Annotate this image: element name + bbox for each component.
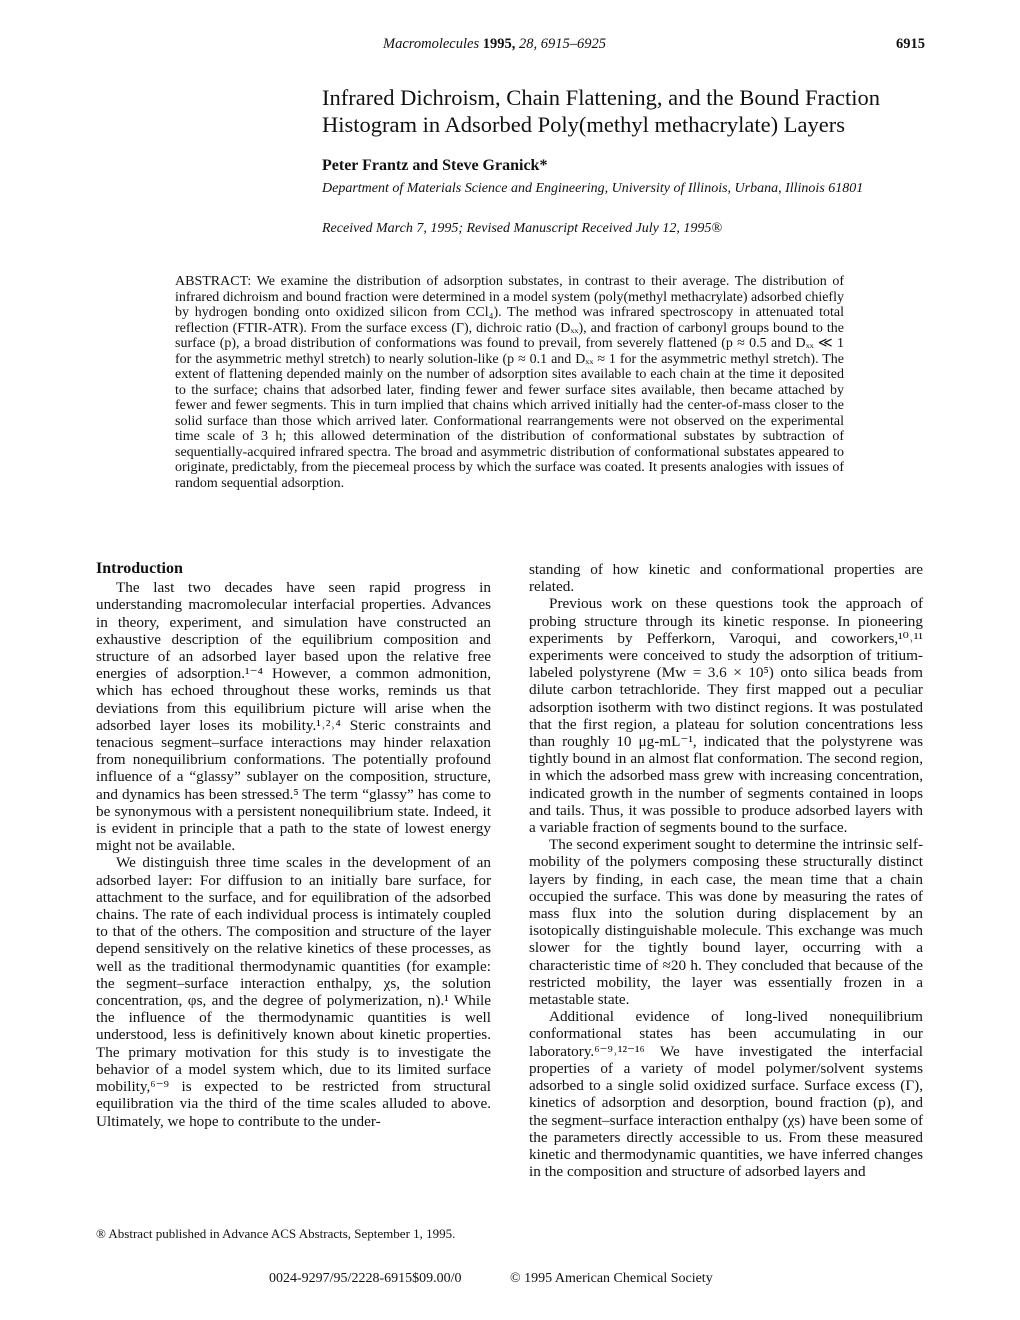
journal-year: 1995, bbox=[482, 36, 516, 52]
right-column bbox=[529, 561, 923, 1180]
article-title: Infrared Dichroism, Chain Flattening, and the Bound Fraction Histogram in Adsorbed Poly(methyl methacrylate) Layers bbox=[322, 85, 881, 137]
paragraph: We distinguish three time scales in the development of an adsorbed layer: For diffusion to an initially bare surface, for attachment to the surface, and for equilibration of the adsorbed chains. The rate of each individual process is intimately coupled to that of the others. The composition and structure of the layer depend sensitively on the relative kinetics of these processes, as well as the traditional thermodynamic quantities (for example: the segment–surface interaction enthalpy, χs, the solution concentration, φs, and the degree of polymerization, n).¹ While the influence of the thermodynamic quantities is well understood, less is definitively known about kinetic properties. The primary motivation for this study is to investigate the behavior of a model system which, due to its limited surface mobility,⁶⁻⁹ is expected to be restricted from structural equilibration via the third of the time scales alluded to above. Ultimately, we hope to contribute to the under- bbox=[96, 854, 491, 1130]
footnote: ® Abstract published in Advance ACS Abstracts, September 1, 1995. bbox=[96, 1226, 456, 1241]
paragraph: The second experiment sought to determine the intrinsic self-mobility of the polymers composing these structurally distinct layers by finding, in each case, the mean time that a chain occupied the surface. This was done by measuring the rates of mass flux into the solution during displacement by an isotopically distinguishable molecule. This exchange was much slower for the tightly bound layer, occurring with a characteristic time of ≈20 h. They concluded that because of the restricted mobility, the layer was essentially frozen in a metastable state. bbox=[529, 836, 923, 1009]
paragraph: standing of how kinetic and conformational properties are related. bbox=[529, 561, 923, 596]
paragraph: The last two decades have seen rapid progress in understanding macromolecular interfacial properties. Advances in theory, experiment, and simulation have constructed an exhaustive description of the equilibrium composition and structure of an adsorbed layer based upon the relative free energies of adsorption.¹⁻⁴ However, a common admonition, which has echoed throughout these works, reminds us that deviations from this equilibrium picture will arise when the adsorbed layer loses its mobility.¹˒²˒⁴ Steric constraints and tenacious segment–surface interactions may hinder relaxation from nonequilibrium conformations. The potentially profound influence of a “glassy” sublayer on the composition, structure, and dynamics has been stressed.⁵ The term “glassy” has come to be synonymous with a persistent nonequilibrium state. Indeed, it is evident in principle that a path to the state of lowest energy might not be available. bbox=[96, 579, 491, 855]
received-dates: Received March 7, 1995; Revised Manuscript Received July 12, 1995® bbox=[322, 221, 723, 236]
affiliation: Department of Materials Science and Engineering, University of Illinois, Urbana, Illinois 61801 bbox=[322, 181, 864, 196]
authors: Peter Frantz and Steve Granick* bbox=[322, 157, 548, 174]
journal-name: Macromolecules bbox=[383, 36, 480, 52]
running-head-citation bbox=[383, 36, 606, 53]
paragraph: Additional evidence of long-lived nonequilibrium conformational states has been accumulating in our laboratory.⁶⁻⁹˒¹²⁻¹⁶ We have investigated the interfacial properties of a variety of model polymer/solvent systems adsorbed to a single solid oxidized surface. Surface excess (Γ), kinetics of adsorption and desorption, bound fraction (p), and the segment–surface interaction enthalpy (χs) have been some of the parameters directly accessible to us. From these measured kinetic and thermodynamic quantities, we have inferred changes in the composition and structure of adsorbed layers and bbox=[529, 1008, 923, 1181]
left-column bbox=[96, 560, 491, 1130]
journal-volume-pages: 28, 6915–6925 bbox=[518, 36, 606, 52]
running-head bbox=[0, 36, 1020, 56]
article-code: 0024-9297/95/2228-6915$09.00/0 bbox=[269, 1271, 462, 1286]
copyright: © 1995 American Chemical Society bbox=[510, 1271, 713, 1286]
page-number: 6915 bbox=[896, 36, 925, 52]
section-heading-introduction: Introduction bbox=[96, 560, 183, 577]
abstract: ABSTRACT: We examine the distribution of adsorption substates, in contrast to their average. The distribution of infrared dichroism and bound fraction were determined in a model system (poly(methyl methacrylate) adsorbed chiefly by hydrogen bonding onto oxidized silicon from CCl₄). The method was infrared spectroscopy in attenuated total reflection (FTIR-ATR). From the surface excess (Γ), dichroic ratio (Dₓₓ), and fraction of carbonyl groups bound to the surface (p), a broad distribution of conformations was found to prevail, from severely flattened (p ≈ 0.5 and Dₓₓ ≪ 1 for the asymmetric methyl stretch) to nearly solution-like (p ≈ 0.1 and Dₓₓ ≈ 1 for the asymmetric methyl stretch). The extent of flattening depended mainly on the number of adsorption sites available to each chain at the time it deposited to the surface; chains that adsorbed later, finding fewer and fewer surface sites available, then became attached by fewer and fewer segments. This in turn implied that chains which arrived initially had the center-of-mass closer to the solid surface than those which arrived later. Conformational rearrangements were not observed on the experimental time scale of 3 h; this allowed determination of the distribution of conformational substates by subtraction of sequentially-acquired infrared spectra. The broad and asymmetric distribution of conformational substates appeared to originate, predictably, from the piecemeal process by which the surface was coated. It presents analogies with issues of random sequential adsorption. bbox=[175, 274, 844, 491]
paragraph: Previous work on these questions took the approach of probing structure through its kinetic response. In pioneering experiments by Pefferkorn, Varoqui, and coworkers,¹⁰˒¹¹ experiments were conceived to study the adsorption of tritium-labeled polystyrene (Mw = 3.6 × 10⁵) onto silica beads from dilute carbon tetrachloride. They first mapped out a peculiar adsorption isotherm with two distinct regions. It was postulated that the first region, a plateau for solution concentrations less than roughly 10 μg-mL⁻¹, indicated that the polystyrene was tightly bound in an almost flat conformation. The second region, in which the adsorbed mass grew with increasing concentration, indicated growth in the number of segments contained in loops and tails. Thus, it was possible to produce adsorbed layers with a variable fraction of segments bound to the surface. bbox=[529, 595, 923, 837]
